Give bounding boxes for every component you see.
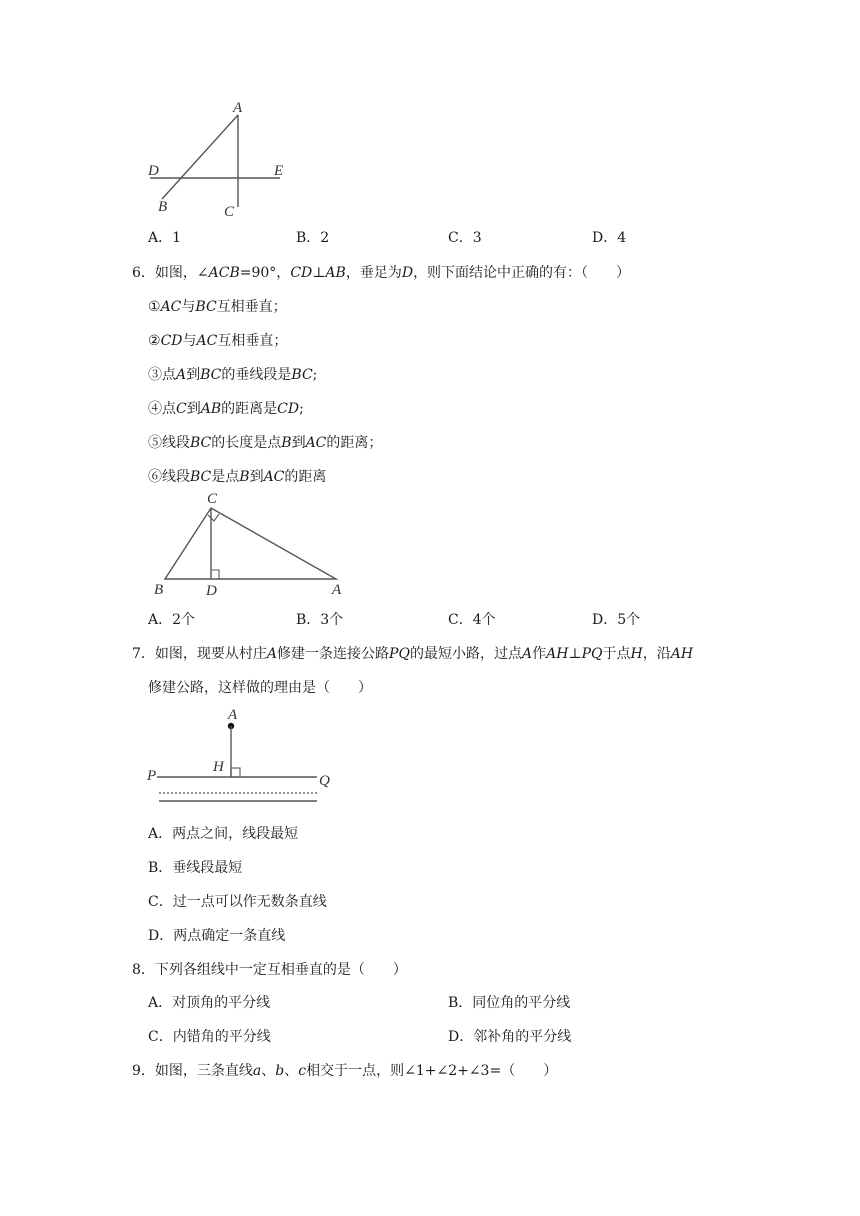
q8-option-a: A．对顶角的平分线 bbox=[148, 995, 271, 1011]
q7-stem-line2: 修建公路，这样做的理由是（ ） bbox=[148, 680, 372, 696]
q7-label-H: H bbox=[213, 759, 224, 775]
q5-option-d: D．4 bbox=[592, 230, 627, 246]
q5-figure bbox=[140, 95, 300, 225]
q6-statement-6: ⑥线段BC是点B到AC的距离 bbox=[148, 469, 327, 485]
q8-option-b: B．同位角的平分线 bbox=[448, 995, 571, 1011]
q6-statement-2: ②CD与AC互相垂直； bbox=[148, 333, 288, 349]
q7-option-c: C．过一点可以作无数条直线 bbox=[148, 894, 327, 910]
q6-statement-1: ①AC与BC互相垂直； bbox=[148, 299, 287, 315]
q7-label-P: P bbox=[147, 768, 157, 784]
q8-option-c: C．内错角的平分线 bbox=[148, 1029, 271, 1045]
q5-option-c: C．3 bbox=[448, 230, 482, 246]
q6-option-d: D．5个 bbox=[592, 612, 641, 628]
q5-label-E: E bbox=[274, 163, 284, 179]
q6-label-A: A bbox=[332, 582, 342, 598]
q6-label-B: B bbox=[154, 582, 164, 598]
q6-statement-3: ③点A到BC的垂线段是BC; bbox=[148, 367, 318, 383]
q7-figure bbox=[145, 705, 345, 805]
q5-label-A: A bbox=[233, 100, 243, 116]
q6-label-C: C bbox=[207, 491, 218, 507]
q5-option-b: B．2 bbox=[296, 230, 330, 246]
q6-option-c: C．4个 bbox=[448, 612, 496, 628]
q6-stem: 6．如图，∠ACB=90°，CD⊥AB，垂足为D，则下面结论中正确的有：（ ） bbox=[132, 265, 631, 281]
q6-label-D: D bbox=[206, 583, 217, 599]
q7-label-Q: Q bbox=[319, 773, 330, 789]
q6-statement-4: ④点C到AB的距离是CD; bbox=[148, 401, 304, 417]
q7-option-a: A．两点之间，线段最短 bbox=[148, 826, 299, 842]
q5-label-B: B bbox=[158, 199, 168, 215]
q5-label-C: C bbox=[224, 204, 235, 220]
q6-statement-5: ⑤线段BC的长度是点B到AC的距离； bbox=[148, 435, 383, 451]
q5-option-a: A．1 bbox=[148, 230, 182, 246]
q8-stem: 8．下列各组线中一定互相垂直的是（ ） bbox=[132, 962, 407, 978]
q7-option-d: D．两点确定一条直线 bbox=[148, 928, 286, 944]
q8-option-d: D．邻补角的平分线 bbox=[448, 1029, 572, 1045]
q7-label-A: A bbox=[228, 707, 238, 723]
q7-option-b: B．垂线段最短 bbox=[148, 860, 243, 876]
q5-label-D: D bbox=[148, 163, 159, 179]
q9-stem: 9．如图，三条直线a、b、c相交于一点，则∠1+∠2+∠3=（ ） bbox=[132, 1063, 558, 1079]
q6-figure bbox=[148, 490, 358, 600]
q7-stem-line1: 7．如图，现要从村庄A修建一条连接公路PQ的最短小路，过点A作AH⊥PQ于点H，沿AH bbox=[132, 646, 694, 662]
q6-option-a: A．2个 bbox=[148, 612, 196, 628]
q6-option-b: B．3个 bbox=[296, 612, 344, 628]
